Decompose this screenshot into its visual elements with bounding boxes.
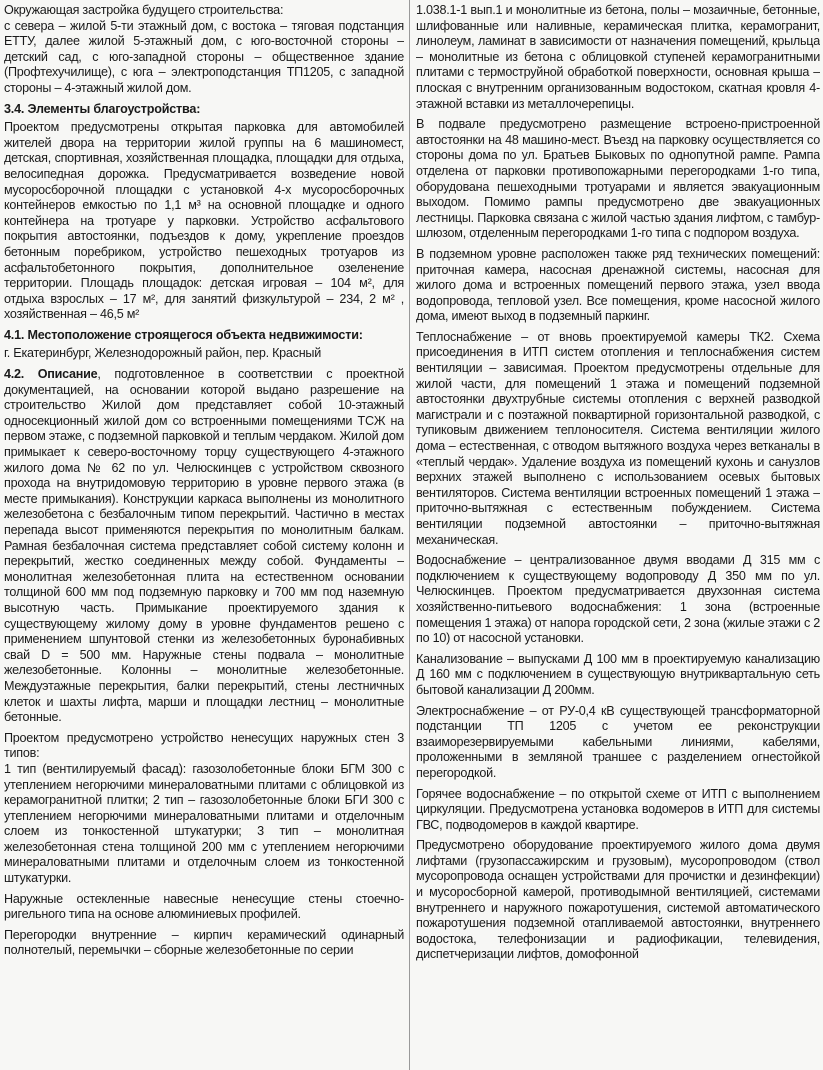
description-paragraph (4, 367, 404, 726)
section-heading-3-4: 3.4. Элементы благоустройства: (4, 101, 201, 116)
description-text: , подготовленное в соответствии с проектной документацией, на основании которой выдано разрешение на строительство Жилой дом представляет собой 10-этажный односекционный жилой дом со встроенными помещениями ТСЖ на первом этаже, с подземной парковкой и теплым чердаком. Жилой дом примыкает к северо-восточному торцу существующего 4-этажного жилого дома № 62 по ул. Челюскинцев с устройством сквозного прохода на внутридомовую территорию в уровне первого этажа (в месте примыкания). Конструкции каркаса выполнены из монолитного железобетона с безбалочным типом перекрытий. Частично в местах перепада высот применяются перекрытия по монолитным балкам. Рамная безбалочная система представляет собой систему колонн и перекрытий, жестко соединенных между собой. Фундаменты – монолитная железобетонная плита на естественном основании толщиной 600 мм под подземную парковку и 700 мм под наземную высотную часть. Примыкание проектируемого здания к существующему жилому дому в уровне фундаментов решено с применением шпунтовой стенки из железобетонных буронабивных свай D = 500 мм. Наружные стены подвала – монолитные железобетонные. Колонны – монолитные железобетонные. Междуэтажные перекрытия, балки перекрытий, стены лестничных клеток и шахты лифта, марши и площадки лестниц – монолитные бетонные. (4, 367, 404, 725)
partitions-paragraph: Перегородки внутренние – кирпич керамический одинарный полнотелый, перемычки – сборные железобетонные по серии (4, 927, 404, 958)
electricity-paragraph: Электроснабжение – от РУ-0,4 кВ существующей трансформаторной подстанции ТП 1205 с учетом ее реконструкции взаиморезервируемыми кабельными линиями, кабелями, проложенными в земляной траншее с разделением огнестойкой перегородкой. (416, 703, 820, 780)
sewerage-paragraph: Канализование – выпусками Д 100 мм в проектируемую канализацию Д 160 мм с подключением в существующую внутриквартальную сеть бытовой канализации Д 200мм. (416, 651, 820, 697)
location-paragraph: г. Екатеринбург, Железнодорожный район, пер. Красный (4, 346, 322, 361)
parking-paragraph: В подвале предусмотрено размещение встроено-пристроенной автостоянки на 48 машино-мест. Въезд на парковку осуществляется со стороны дома по ул. Братьев Быковых по однопутной рампе. Рампа отделена от парковки противопожарными перегородками 1-го типа, оборудована пешеходными тротуарами и является эвакуационным выходом. Помимо рампы предусмотрено две эвакуационных лестницы. Парковка связана с жилой частью здания лифтом, с тамбур-шлюзом, отделенным перегородками 1-го типа с подпором воздуха. (416, 117, 820, 241)
glazing-paragraph: Наружные остекленные навесные ненесущие стены стоечно-ригельного типа на основе алюминиевых профилей. (4, 891, 404, 922)
water-supply-paragraph: Водоснабжение – централизованное двумя вводами Д 315 мм с подключением к существующему водопроводу Д 350 мм по ул. Челюскинцев. Проектом предусматривается двухзонная система хозяйственно-питьевого водоснабжения: 1 зона (встроенные помещения 1 этажа) от напора городской сети, 2 зона (жилые этажи с 2 по 10) от насосной установки. (416, 553, 820, 646)
section-heading-4-2: 4.2. Описание (4, 367, 98, 382)
right-column (416, 3, 820, 1070)
equipment-paragraph: Предусмотрено оборудование проектируемого жилого дома двумя лифтами (грузопассажирским и грузовым), мусоропроводом (ствол мусоропровода оснащен устройствами для прочистки и дезинфекции) и мусоросборной камерой, противодымной вентиляцией, системами внутреннего и наружного пожаротушения, системой автоматического пожаротушения подземной отапливаемой автостоянки, внутреннего водостока, телефонизации и радиофикации, телевидения, диспетчеризации лифтов, домофонной (416, 838, 820, 962)
section-heading-4-1: 4.1. Местоположение строящегося объекта недвижимости: (4, 327, 363, 342)
surroundings-paragraph: Окружающая застройка будущего строительства: с севера – жилой 5-ти этажный дом, с востока – тяговая подстанция ЕТТУ, далее жилой 5-этажный дом, с юго-восточной стороны – детский сад, с юго-западной стороны – общественное здание (Профтехучилище), с юга – электроподстанция ТП1205, с западной стороны – 4-этажный жилой дом. (4, 3, 404, 95)
floors-roof-paragraph: 1.038.1-1 вып.1 и монолитные из бетона, полы – мозаичные, бетонные, шлифованные или наливные, керамическая плитка, керамогранит, линолеум, ламинат в зависимости от назначения помещений, крыльца – монолитные из бетона с облицовкой ступеней керамогранитными плитами с термоструйной обработкой поверхности, основная крыша – плоская с внутренним организованным водостоком, скатная кровля 4-этажной вставки из металлочерепицы. (416, 3, 820, 111)
column-divider (409, 0, 410, 1070)
left-column (4, 3, 404, 1070)
hot-water-paragraph: Горячее водоснабжение – по открытой схеме от ИТП с выполнением циркуляции. Предусмотрена установка водомеров в ИТП для системы ГВС, подводомеров в каждой квартире. (416, 786, 820, 832)
technical-rooms-paragraph: В подземном уровне расположен также ряд технических помещений: приточная камера, насосная дренажной системы, насосная для жилого дома и встроенных помещений первого этажа, узел ввода водопровода, тепловой узел. Все помещения, кроме насосной жилого дома, имеют выход в подземный паркинг. (416, 246, 820, 324)
walls-paragraph: Проектом предусмотрено устройство ненесущих наружных стен 3 типов: 1 тип (вентилируемый фасад): газозолобетонные блоки БГМ 300 с утеплением негорючими минераловатными плитами с облицовкой из керамогранитной плитки; 2 тип – газозолобетонные блоки БГИ 300 с утеплением негорючими минераловатными плитами и отделочным слоем из тонкостенной штукатурки; 3 тип – монолитная железобетонная стена толщиной 200 мм с утеплением негорючими минераловатными плитами и отделочным слоем из тонкостенной штукатурки. (4, 730, 404, 886)
landscaping-paragraph: Проектом предусмотрены открытая парковка для автомобилей жителей двора на территории жилой группы на 6 машиномест, детская, спортивная, хозяйственная площадка, площадки для отдыха, велосипедная дорожка. Предусматривается возведение новой мусоросборочной площадки с установкой 4-х мусоросборочных контейнеров емкостью по 1,1 м³ на основной площадке и одного контейнера на тротуаре у парковки. Устройство асфальтового покрытия автостоянки, подъездов к дому, укрепление проездов бетонным поребриком, устройство пешеходных тротуаров из асфальтобетонного покрытия, дополнительное озеленение территории. Площадь площадок: детская игровая – 104 м², для отдыха взрослых – 17 м², для занятий физкультурой – 234, 2 м² , хозяйственная – 46,5 м² (4, 120, 404, 322)
heating-paragraph: Теплоснабжение – от вновь проектируемой камеры ТК2. Схема присоединения в ИТП систем отопления и теплоснабжения систем вентиляции – зависимая. Проектом предусмотрены отдельные для жилой части, для помещений 1 этажа и помещений подземной автостоянки двухтрубные системы отопления с верхней разводкой магистрали и с поэтажной поквартирной горизонтальной разводкой, с тупиковым движением теплоносителя. Система вентиляции жилого дома – естественная, с отводом вытяжного воздуха через ветканалы в «теплый чердак». Удаление воздуха из помещений кухонь и санузлов верхних этажей выполнено с использованием осевых бытовых вентиляторов. Система вентиляции встроенных помещений 1 этажа – приточно-вытяжная с естественным побуждением. Система вентиляции подземной автостоянки – приточно-вытяжная механическая. (416, 329, 820, 547)
